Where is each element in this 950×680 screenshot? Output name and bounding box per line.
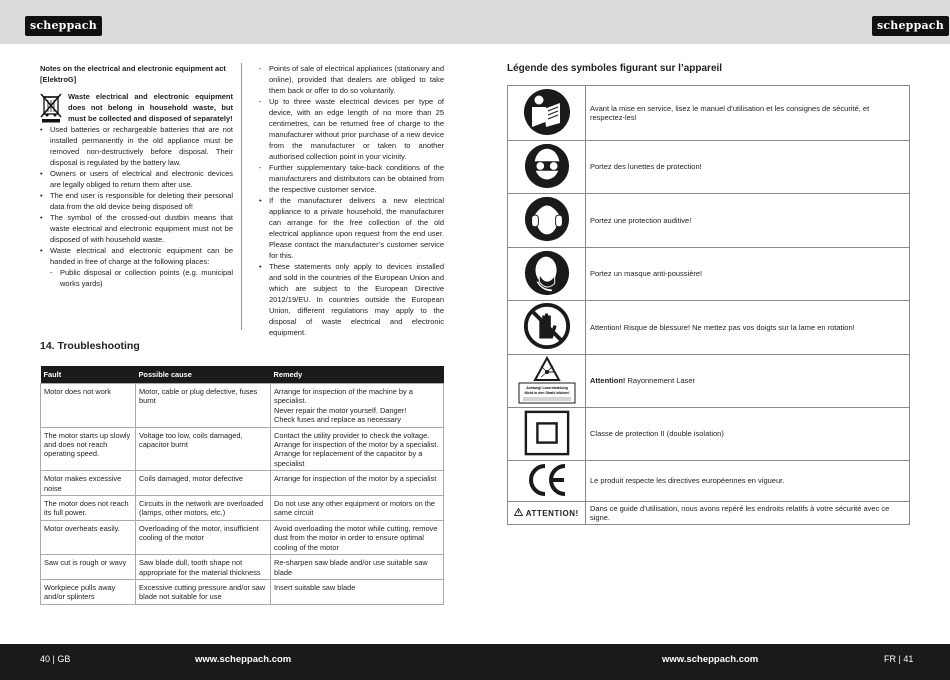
weee-notice bbox=[40, 91, 233, 124]
table-row bbox=[41, 427, 444, 471]
symbol-description: Avant la mise en service, lisez le manuel d’utilisation et les consignes de sécurité, et respectez-les! bbox=[586, 86, 910, 141]
remedy-cell: Contact the utility provider to check the voltage. Arrange for inspection of the motor by a specialist. Arrange for replacement of the capacitor by a specialist bbox=[271, 427, 444, 471]
symbols-table bbox=[507, 85, 910, 525]
warning-triangle-icon bbox=[514, 508, 523, 516]
collection-points-list bbox=[259, 63, 444, 338]
table-row bbox=[41, 555, 444, 580]
page-number-left: 40 | GB bbox=[40, 654, 71, 664]
remedy-cell: Avoid overloading the motor while cutting, remove dust from the motor in order to ensure optimal cooling of the motor bbox=[271, 520, 444, 554]
cause-cell: Saw blade dull, tooth shape not appropriate for the material thickness bbox=[136, 555, 271, 580]
table-row bbox=[508, 408, 910, 461]
table-row bbox=[41, 471, 444, 496]
list-item: • These statements only apply to devices installed and sold in the countries of the European Union and which are subject to the European Directive 2012/19/EU. In countries outside the European Union, different regulations may apply to the disposal of waste electrical and electronic equipment. bbox=[259, 261, 444, 338]
fault-cell: Saw cut is rough or wavy bbox=[41, 555, 136, 580]
table-row bbox=[41, 520, 444, 554]
table-row bbox=[508, 502, 910, 525]
no-hands-blade-icon bbox=[523, 302, 571, 350]
fault-cell: The motor starts up slowly and does not reach operating speed. bbox=[41, 427, 136, 471]
laser-label-line2: Nicht in den Strahl blicken! bbox=[523, 390, 570, 395]
list-item: • If the manufacturer delivers a new electrical appliance to a private household, the manufacturer can arrange for the free collection of the old electrical appliance upon request from the end user. Please contact the manufacturer’s customer service for this. bbox=[259, 195, 444, 261]
list-item: - Points of sale of electrical appliances (stationary and online), provided that dealers are obliged to take them back or offer to do so voluntarily. bbox=[259, 63, 444, 96]
page-number-right: FR | 41 bbox=[884, 654, 914, 664]
attention-label: ATTENTION! bbox=[514, 509, 578, 518]
list-item: • Waste electrical and electronic equipment can be handed in free of charge at the following places: bbox=[40, 245, 233, 267]
fault-cell: Motor overheats easily. bbox=[41, 520, 136, 554]
brand-logo-right: scheppach bbox=[872, 16, 949, 36]
read-manual-icon bbox=[522, 87, 572, 137]
column-divider bbox=[241, 63, 242, 330]
remedy-cell: Arrange for inspection of the machine by a specialist. Never repair the motor yourself. Danger! Check fuses and replace as necessary bbox=[271, 384, 444, 428]
ear-protection-icon bbox=[523, 195, 571, 243]
fault-cell: Workpiece pulls away and/or splinters bbox=[41, 579, 136, 604]
weee-bullet-list bbox=[40, 124, 233, 289]
symbol-description: Le produit respecte les directives européennes en vigueur. bbox=[586, 461, 910, 502]
crossed-out-bin-icon bbox=[40, 93, 62, 123]
list-item: • Used batteries or rechargeable batteries that are not installed permanently in the old appliance must be removed non-destructively before disposal. Their disposal is regulated by the battery law. bbox=[40, 124, 233, 168]
list-subitem: - Public disposal or collection points (e.g. municipal works yards) bbox=[40, 267, 233, 289]
table-row bbox=[508, 248, 910, 301]
table-row bbox=[508, 194, 910, 248]
column-header: Remedy bbox=[271, 366, 444, 384]
remedy-cell: Do not use any other equipment or motors on the same circuit bbox=[271, 496, 444, 521]
table-row bbox=[41, 384, 444, 428]
symbol-description: Attention! Rayonnement Laser bbox=[586, 355, 910, 408]
symbol-description: Attention! Risque de blessure! Ne mettez pas vos doigts sur la lame en rotation! bbox=[586, 301, 910, 355]
protection-class-ii-icon bbox=[523, 409, 571, 457]
table-row bbox=[508, 355, 910, 408]
list-item: • The symbol of the crossed-out dustbin means that waste electrical and electronic equipment must not be disposed of with household waste. bbox=[40, 212, 233, 245]
list-item: - Up to three waste electrical devices per type of device, with an edge length of no more than 25 centimetres, can be returned free of charge to the manufacturer without prior purchase of a new device from the manufacturer or taken to another authorised collection point in your vicinity. bbox=[259, 96, 444, 162]
brand-logo-left: scheppach bbox=[25, 16, 102, 36]
dust-mask-icon bbox=[523, 249, 571, 297]
footer-bar bbox=[0, 644, 950, 680]
header-bar bbox=[0, 0, 950, 44]
symbol-description: Portez un masque anti-poussière! bbox=[586, 248, 910, 301]
website-link-right[interactable]: www.scheppach.com bbox=[662, 654, 759, 665]
cause-cell: Excessive cutting pressure and/or saw blade not suitable for use bbox=[136, 579, 271, 604]
remedy-cell: Arrange for inspection of the motor by a specialist bbox=[271, 471, 444, 496]
safety-goggles-icon bbox=[523, 142, 571, 190]
table-row bbox=[41, 496, 444, 521]
list-item: • The end user is responsible for deleting their personal data from the old device being disposed of! bbox=[40, 190, 233, 212]
cause-cell: Overloading of the motor, insufficient cooling of the motor bbox=[136, 520, 271, 554]
list-item: - Further supplementary take-back conditions of the manufacturers and distributors can be obtained from the respective customer service. bbox=[259, 162, 444, 195]
symbol-description: Portez des lunettes de protection! bbox=[586, 141, 910, 194]
laser-warning-icon bbox=[517, 356, 577, 404]
column-header: Fault bbox=[41, 366, 136, 384]
table-row bbox=[508, 141, 910, 194]
symbol-description: Dans ce guide d’utilisation, nous avons repéré les endroits relatifs à votre sécurité avec ce signe. bbox=[586, 502, 910, 525]
notes-heading: Notes on the electrical and electronic equipment act [ElektroG] bbox=[40, 64, 226, 84]
cause-cell: Coils damaged, motor defective bbox=[136, 471, 271, 496]
symbol-description: Classe de protection II (double isolation) bbox=[586, 408, 910, 461]
laser-label-line1: Achtung! Laserstrahlung bbox=[525, 385, 568, 390]
troubleshooting-table bbox=[40, 366, 444, 605]
weee-notes-column-2 bbox=[259, 63, 444, 338]
column-header: Possible cause bbox=[136, 366, 271, 384]
troubleshooting-title: 14. Troubleshooting bbox=[40, 340, 140, 352]
fault-cell: Motor makes excessive noise bbox=[41, 471, 136, 496]
remedy-cell: Insert suitable saw blade bbox=[271, 579, 444, 604]
ce-mark-icon bbox=[525, 462, 569, 498]
remedy-cell: Re-sharpen saw blade and/or use suitable saw blade bbox=[271, 555, 444, 580]
symbols-title: Légende des symboles figurant sur l’appareil bbox=[507, 63, 723, 74]
cause-cell: Circuits in the network are overloaded (lamps, other motors, etc.) bbox=[136, 496, 271, 521]
symbol-description: Portez une protection auditive! bbox=[586, 194, 910, 248]
list-item: • Owners or users of electrical and electronic devices are legally obliged to return them after use. bbox=[40, 168, 233, 190]
website-link-left[interactable]: www.scheppach.com bbox=[195, 654, 292, 665]
table-row bbox=[508, 301, 910, 355]
table-row bbox=[41, 579, 444, 604]
table-row bbox=[508, 86, 910, 141]
weee-notes-column bbox=[40, 63, 233, 289]
troubleshooting-body bbox=[41, 384, 444, 605]
fault-cell: Motor does not work bbox=[41, 384, 136, 428]
table-row bbox=[508, 461, 910, 502]
cause-cell: Voltage too low, coils damaged, capacitor burnt bbox=[136, 427, 271, 471]
fault-cell: The motor does not reach its full power. bbox=[41, 496, 136, 521]
cause-cell: Motor, cable or plug defective, fuses burnt bbox=[136, 384, 271, 428]
weee-warning: Waste electrical and electronic equipment does not belong in household waste, but must be collected and disposed of separately! bbox=[68, 92, 233, 123]
